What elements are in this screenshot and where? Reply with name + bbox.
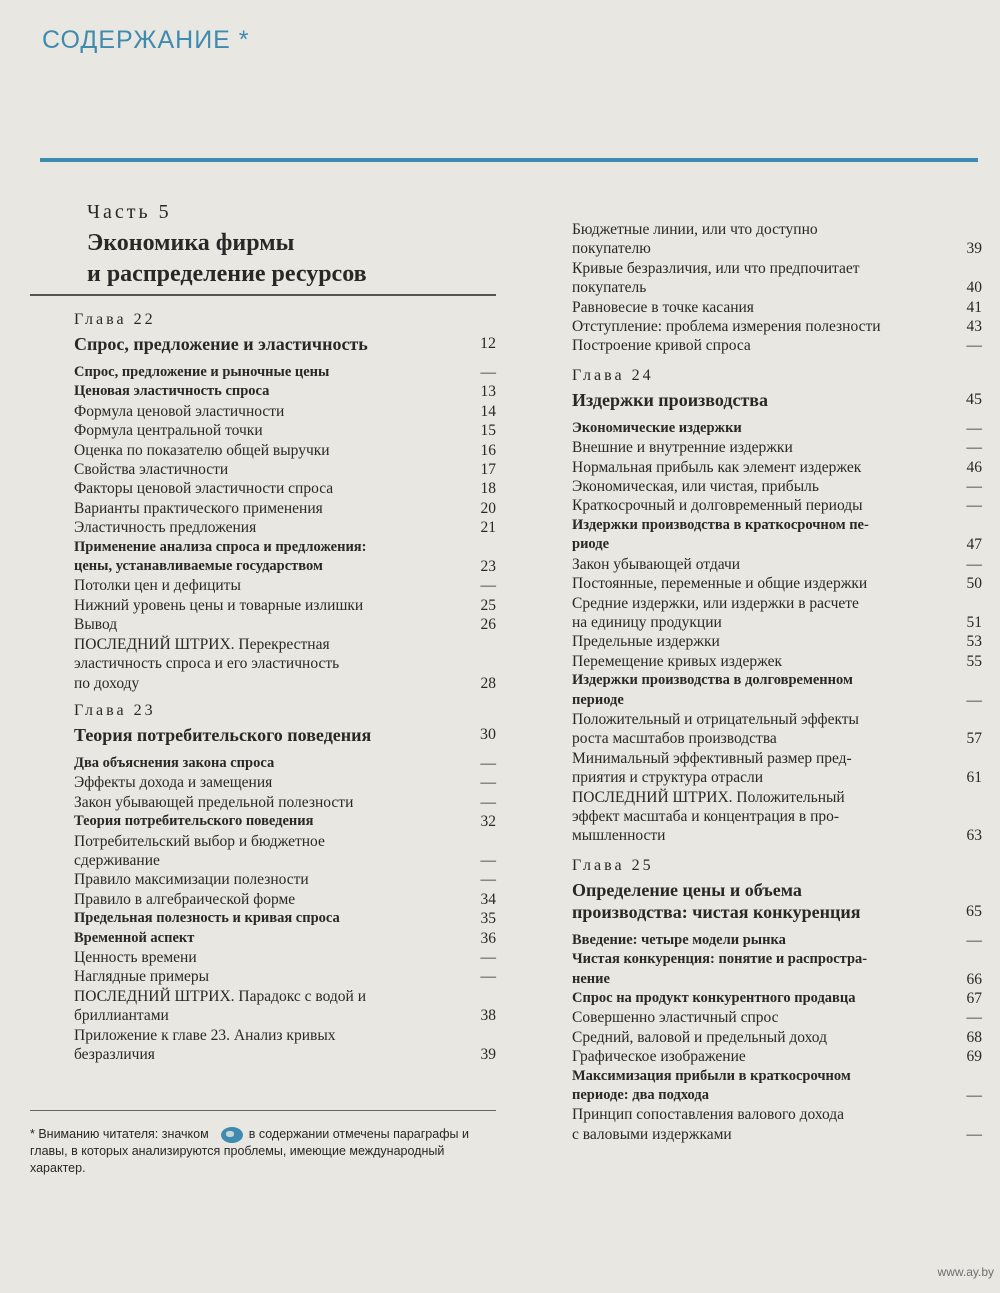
toc-entry-page: 66	[966, 970, 982, 988]
toc-entry-page: —	[966, 555, 982, 573]
toc-entry-title: Построение кривой спроса	[572, 337, 751, 355]
toc-entry-title: Чистая конкуренция: понятие и распростра-	[572, 951, 868, 968]
toc-entry-title: Внешние и внутренние издержки	[572, 439, 793, 457]
toc-entry-page: —	[966, 419, 982, 437]
toc-entry-title: Нормальная прибыль как элемент издержек	[572, 458, 862, 476]
toc-entry-title: Приложение к главе 23. Анализ кривых	[74, 1026, 336, 1044]
toc-entry[interactable]	[74, 382, 496, 401]
toc-entry[interactable]	[74, 890, 496, 909]
toc-entry[interactable]	[572, 336, 982, 355]
toc-entry-title: Совершенно эластичный спрос	[572, 1009, 779, 1027]
toc-entry[interactable]	[572, 613, 982, 632]
toc-entry-page: 17	[480, 461, 496, 479]
toc-entry[interactable]	[572, 1008, 982, 1027]
toc-entry-page: 35	[480, 910, 496, 928]
left-column	[30, 200, 496, 1064]
toc-entry-title: Средние издержки, или издержки в расчете	[572, 594, 859, 612]
toc-entry[interactable]	[572, 555, 982, 574]
toc-entry-page: 43	[966, 318, 982, 336]
toc-entry-page: —	[966, 1087, 982, 1105]
toc-entry[interactable]	[74, 1006, 496, 1025]
toc-entry-title: по доходу	[74, 674, 140, 692]
toc-entry-title: Эластичность предложения	[74, 519, 257, 537]
toc-entry[interactable]	[74, 1026, 496, 1045]
toc-entry-page: 69	[966, 1048, 982, 1066]
page-title: СОДЕРЖАНИЕ *	[42, 26, 250, 54]
toc-entry[interactable]	[74, 557, 496, 576]
toc-entry[interactable]	[74, 674, 496, 693]
toc-entry-title: Предельная полезность и кривая спроса	[74, 910, 340, 927]
toc-entry-title: Оценка по показателю общей выручки	[74, 441, 330, 459]
chapter-22	[30, 310, 496, 693]
toc-entry-page: 32	[480, 813, 496, 831]
toc-entry[interactable]	[74, 538, 496, 557]
toc-entry-page: 57	[966, 730, 982, 748]
toc-entry-title: Два объяснения закона спроса	[74, 754, 275, 771]
toc-entry-title: Эффекты дохода и замещения	[74, 774, 273, 792]
toc-entry[interactable]	[572, 516, 982, 535]
part-rule	[30, 294, 496, 296]
chapter-23	[30, 701, 496, 1065]
toc-entry-page: —	[480, 948, 496, 966]
toc-entry-title: Введение: четыре модели рынка	[572, 931, 786, 948]
toc-entry[interactable]	[572, 807, 982, 826]
chapter-entries	[74, 754, 496, 1065]
toc-entry[interactable]	[572, 1028, 982, 1047]
toc-entry[interactable]	[572, 438, 982, 457]
toc-entry[interactable]	[74, 635, 496, 654]
toc-entry[interactable]	[74, 441, 496, 460]
toc-entry-title: эластичность спроса и его эластичность	[74, 655, 340, 673]
continued-entries	[572, 220, 982, 356]
toc-entry[interactable]	[572, 496, 982, 515]
toc-entry-title: Ценовая эластичность спроса	[74, 383, 270, 400]
toc-entry[interactable]	[74, 615, 496, 634]
toc-entry-title: Краткосрочный и долговременный периоды	[572, 497, 863, 515]
toc-entry[interactable]	[572, 710, 982, 729]
toc-entry-title: Наглядные примеры	[74, 968, 210, 986]
toc-entry-title: покупателю	[572, 240, 651, 258]
toc-entry-title: Ценность времени	[74, 948, 197, 966]
toc-entry-title: нение	[572, 970, 610, 987]
toc-entry-page: —	[480, 851, 496, 869]
toc-entry-title: Равновесие в точке касания	[572, 298, 754, 316]
toc-entry-title: Минимальный эффективный размер пред-	[572, 749, 852, 767]
toc-entry-title: ПОСЛЕДНИЙ ШТРИХ. Положительный	[572, 788, 845, 806]
part-title-line1: Экономика фирмы	[87, 230, 295, 256]
toc-entry-title: Положительный и отрицательный эффекты	[572, 710, 859, 728]
toc-entry-title: Кривые безразличия, или что предпочитает	[572, 259, 860, 277]
toc-entry-page: —	[480, 577, 496, 595]
toc-entry-page: —	[480, 754, 496, 772]
toc-entry-page: —	[966, 931, 982, 949]
toc-entry[interactable]	[74, 967, 496, 986]
toc-entry[interactable]	[572, 239, 982, 258]
toc-entry[interactable]	[572, 671, 982, 690]
toc-entry[interactable]	[572, 749, 982, 768]
chapter-entries	[572, 931, 982, 1144]
chapter-25	[572, 856, 982, 1144]
toc-entry-title: Варианты практического применения	[74, 499, 323, 517]
toc-entry-title: Свойства эластичности	[74, 461, 229, 479]
toc-entry-title: приятия и структура отрасли	[572, 769, 764, 787]
toc-entry-title: Потолки цен и дефициты	[74, 577, 241, 595]
right-column	[572, 220, 982, 1144]
toc-entry-title: на единицу продукции	[572, 613, 722, 631]
toc-entry-title: Закон убывающей предельной полезности	[74, 793, 354, 811]
chapter-page: 65	[966, 902, 982, 920]
toc-entry[interactable]	[74, 812, 496, 831]
toc-entry[interactable]	[572, 950, 982, 969]
toc-entry-page: 21	[480, 519, 496, 537]
toc-entry-title: безразличия	[74, 1046, 155, 1063]
toc-entry-title: Перемещение кривых издержек	[572, 652, 783, 670]
toc-entry-title: Нижний уровень цены и товарные излишки	[74, 596, 364, 614]
toc-entry[interactable]	[572, 729, 982, 748]
toc-entry-page: —	[966, 691, 982, 709]
toc-entry[interactable]	[572, 259, 982, 278]
toc-entry[interactable]	[74, 596, 496, 615]
toc-entry-title: Постоянные, переменные и общие издержки	[572, 575, 868, 593]
chapter-title[interactable]: Издержки производства	[572, 389, 769, 410]
header-rule	[40, 158, 978, 162]
toc-entry[interactable]	[74, 479, 496, 498]
toc-entry-title: риоде	[572, 536, 610, 553]
toc-entry-title: Издержки производства в долговременном	[572, 672, 853, 689]
chapter-24	[572, 366, 982, 846]
toc-entry-page: 50	[966, 575, 982, 593]
toc-entry[interactable]	[74, 832, 496, 851]
toc-entry[interactable]	[572, 1047, 982, 1066]
toc-entry[interactable]	[572, 535, 982, 554]
watermark: www.ay.by	[937, 1265, 994, 1279]
toc-entry[interactable]	[572, 788, 982, 807]
toc-entry-title: ПОСЛЕДНИЙ ШТРИХ. Парадокс с водой и	[74, 987, 367, 1005]
toc-entry[interactable]	[572, 970, 982, 989]
toc-entry-page: 36	[480, 929, 496, 947]
toc-entry-page: —	[966, 1009, 982, 1027]
toc-entry[interactable]	[572, 298, 982, 317]
toc-entry-title: Принцип сопоставления валового дохода	[572, 1106, 845, 1124]
toc-entry[interactable]	[572, 220, 982, 239]
chapter-label: Глава 23	[74, 701, 156, 719]
toc-entry-page: 53	[966, 633, 982, 651]
toc-entry-page: 67	[966, 990, 982, 1007]
toc-entry-title: Правило в алгебраической форме	[74, 890, 296, 908]
chapter-page: 12	[480, 335, 496, 352]
toc-entry-title: покупатель	[572, 279, 647, 297]
footnote-text-1: * Вниманию читателя: значком	[30, 1127, 209, 1141]
toc-entry-title: эффект масштаба и концентрация в про-	[572, 807, 840, 825]
toc-entry-title: Применение анализа спроса и предложения:	[74, 538, 367, 555]
toc-entry-title: Теория потребительского поведения	[74, 813, 314, 830]
chapter-page: 30	[480, 725, 496, 743]
chapter-label: Глава 24	[572, 366, 654, 384]
footnote	[30, 1126, 496, 1177]
toc-entry-title: Вывод	[74, 616, 118, 634]
chapter-entries	[74, 363, 496, 693]
toc-entry-title: Бюджетные линии, или что доступно	[572, 221, 818, 238]
toc-entry-title: бриллиантами	[74, 1007, 169, 1025]
toc-entry-page: —	[966, 478, 982, 496]
toc-entry[interactable]	[572, 278, 982, 297]
toc-entry[interactable]	[572, 574, 982, 593]
toc-entry-page: 13	[480, 383, 496, 401]
toc-entry-page: —	[966, 497, 982, 515]
toc-entry-page: 38	[480, 1007, 496, 1025]
toc-entry-title: цены, устанавливаемые государством	[74, 558, 323, 575]
toc-entry-title: Графическое изображение	[572, 1048, 746, 1066]
toc-entry-title: Формула центральной точки	[74, 422, 263, 440]
toc-entry-page: 40	[966, 279, 982, 297]
toc-entry[interactable]	[74, 987, 496, 1006]
chapter-title[interactable]: Спрос, предложение и эластичность	[74, 334, 368, 354]
chapter-title[interactable]: Определение цены и объема производства: чистая конкуренция	[572, 879, 861, 922]
globe-icon	[221, 1127, 243, 1143]
toc-entry[interactable]	[572, 989, 982, 1008]
toc-entry-page: 16	[480, 441, 496, 459]
toc-entry-page: 15	[480, 422, 496, 440]
toc-entry-title: Максимизация прибыли в краткосрочном	[572, 1067, 851, 1084]
toc-entry-page: 61	[966, 769, 982, 787]
toc-entry-page: 28	[480, 674, 496, 692]
toc-entry-title: Экономическая, или чистая, прибыль	[572, 478, 819, 496]
toc-entry-title: с валовыми издержками	[572, 1125, 732, 1143]
toc-entry[interactable]	[74, 576, 496, 595]
chapter-label: Глава 25	[572, 856, 654, 874]
toc-entry-page: —	[480, 968, 496, 986]
toc-entry[interactable]	[74, 909, 496, 928]
toc-entry-page: —	[480, 871, 496, 889]
chapter-page: 45	[966, 390, 982, 408]
toc-entry-page: 39	[480, 1046, 496, 1063]
toc-entry-title: Отступление: проблема измерения полезности	[572, 318, 881, 336]
toc-entry-title: Предельные издержки	[572, 633, 720, 651]
toc-entry[interactable]	[74, 948, 496, 967]
toc-entry-title: мышленности	[572, 827, 666, 845]
toc-entry-page: 51	[966, 613, 982, 631]
toc-entry-title: Временной аспект	[74, 929, 195, 946]
toc-entry-page: —	[966, 337, 982, 355]
toc-entry-page: 39	[966, 240, 982, 258]
toc-entry[interactable]	[572, 632, 982, 651]
toc-entry-page: 47	[966, 536, 982, 554]
toc-entry-page: 68	[966, 1028, 982, 1046]
toc-entry-page: 23	[480, 558, 496, 576]
toc-entry[interactable]	[74, 793, 496, 812]
toc-entry[interactable]	[74, 402, 496, 421]
toc-entry-title: Экономические издержки	[572, 419, 742, 436]
chapter-entries	[572, 419, 982, 846]
toc-entry[interactable]	[572, 652, 982, 671]
toc-entry-title: Спрос, предложение и рыночные цены	[74, 364, 330, 380]
toc-entry-title: Факторы ценовой эластичности спроса	[74, 480, 334, 498]
toc-entry[interactable]	[572, 1125, 982, 1144]
toc-entry-title: Средний, валовой и предельный доход	[572, 1028, 827, 1046]
part-label: Часть 5	[87, 201, 172, 223]
toc-entry-page: 25	[480, 596, 496, 614]
toc-entry-page: 20	[480, 499, 496, 517]
toc-entry[interactable]	[572, 826, 982, 845]
toc-entry-title: периоде	[572, 691, 624, 708]
toc-entry[interactable]	[74, 929, 496, 948]
toc-entry-title: Правило максимизации полезности	[74, 871, 309, 889]
toc-entry-page: 63	[966, 827, 982, 845]
toc-entry[interactable]	[572, 594, 982, 613]
toc-entry[interactable]	[572, 477, 982, 496]
toc-entry[interactable]	[572, 768, 982, 787]
toc-entry-title: ПОСЛЕДНИЙ ШТРИХ. Перекрестная	[74, 635, 330, 653]
part-title-line2: и распределение ресурсов	[87, 261, 367, 287]
toc-entry[interactable]	[74, 851, 496, 870]
toc-entry-page: —	[480, 793, 496, 811]
toc-entry-title: Формула ценовой эластичности	[74, 402, 285, 420]
toc-entry[interactable]	[74, 460, 496, 479]
toc-entry-page: 18	[480, 480, 496, 498]
toc-entry-title: сдерживание	[74, 851, 160, 869]
toc-entry-page: —	[966, 1125, 982, 1143]
toc-entry[interactable]	[74, 773, 496, 792]
chapter-title[interactable]: Теория потребительского поведения	[74, 724, 372, 745]
toc-entry-page: —	[480, 774, 496, 792]
toc-entry[interactable]	[74, 421, 496, 440]
toc-entry-page: 41	[966, 298, 982, 316]
toc-entry-title: Издержки производства в краткосрочном пе-	[572, 516, 869, 533]
toc-entry[interactable]	[572, 1067, 982, 1086]
toc-entry[interactable]	[572, 1105, 982, 1124]
toc-entry-title: Спрос на продукт конкурентного продавца	[572, 990, 856, 1006]
toc-entry-page: 14	[480, 402, 496, 420]
toc-entry-page: 34	[480, 890, 496, 908]
toc-entry-page: 55	[966, 652, 982, 670]
toc-entry[interactable]	[74, 499, 496, 518]
chapter-label: Глава 22	[74, 311, 156, 328]
toc-entry[interactable]	[74, 870, 496, 889]
toc-entry[interactable]	[74, 654, 496, 673]
toc-entry[interactable]	[572, 1086, 982, 1105]
toc-entry[interactable]	[572, 691, 982, 710]
toc-entry-title: Потребительский выбор и бюджетное	[74, 832, 325, 850]
toc-entry[interactable]	[74, 754, 496, 773]
toc-entry[interactable]	[572, 317, 982, 336]
footnote-rule	[30, 1110, 496, 1111]
toc-entry[interactable]	[572, 931, 982, 950]
toc-entry[interactable]	[74, 1045, 496, 1064]
toc-entry-page: 26	[480, 616, 496, 634]
toc-entry[interactable]	[74, 518, 496, 537]
toc-entry[interactable]	[572, 458, 982, 477]
toc-entry-page: —	[966, 439, 982, 457]
toc-entry-title: периоде: два подхода	[572, 1087, 709, 1104]
toc-entry-title: Закон убывающей отдачи	[572, 555, 741, 573]
toc-entry-page: 46	[966, 458, 982, 476]
footnote-text-2: в содержании отмечены параграфы и главы, в которых анализируются проблемы, имеющие международный характер.	[30, 1127, 469, 1175]
toc-entry-page: —	[480, 364, 496, 381]
toc-entry[interactable]	[74, 363, 496, 382]
toc-entry[interactable]	[572, 419, 982, 438]
toc-entry-title: роста масштабов производства	[572, 730, 777, 748]
